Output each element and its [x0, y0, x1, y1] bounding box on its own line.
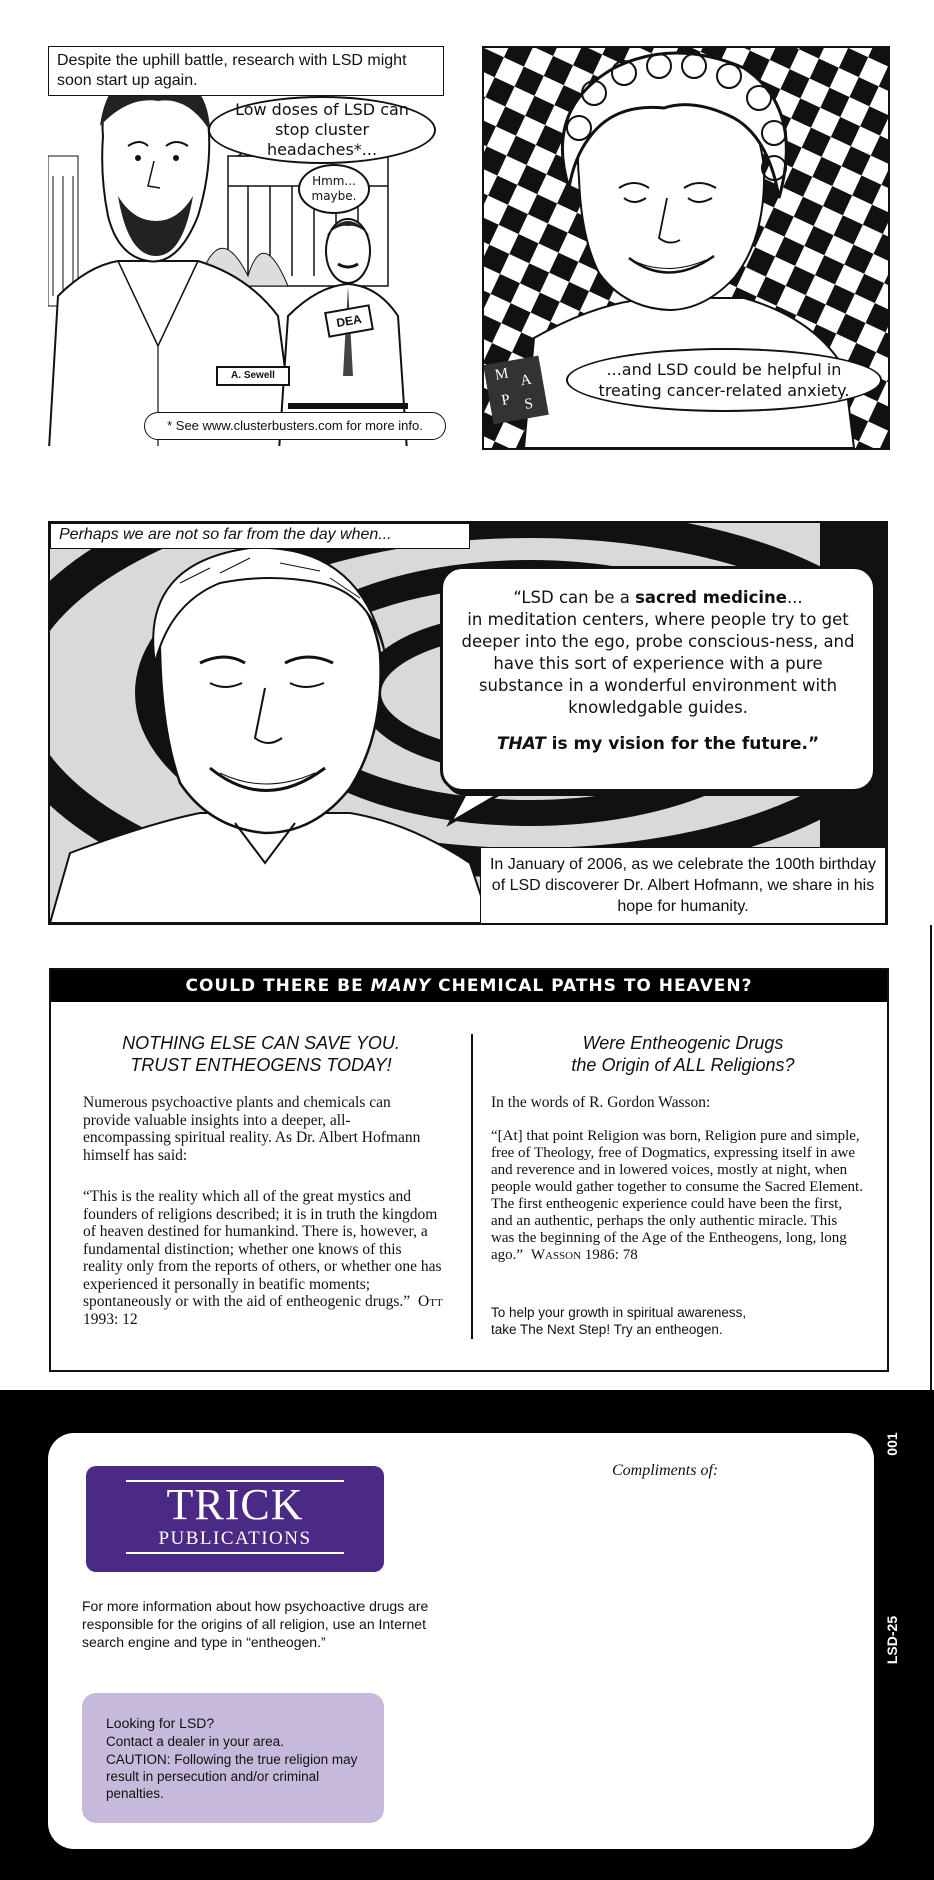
religion-header	[51, 970, 887, 1002]
maps-logo	[488, 358, 549, 422]
maps-letter-a: A	[519, 371, 533, 390]
header-post: CHEMICAL PATHS TO HEAVEN?	[438, 976, 753, 996]
looking-for-lsd-box	[82, 1693, 384, 1823]
right-heading	[513, 1032, 853, 1076]
logo-line2: PUBLICATIONS	[158, 1528, 312, 1549]
side-code: LSD-25	[884, 1615, 900, 1665]
name-tag: A. Sewell	[216, 366, 290, 386]
left-quote-text: “This is the reality which all of the great mystics and founders of religions described; it is in truth the kingdom of heaven destined for humankind. There is, however, a fundamental distinction; whether one knows of this reality only from the reports of others, or whether one has experienced it personally in beatific moments; spontaneously or with the aid of entheogenic drugs.”	[83, 1188, 442, 1310]
speech-bubble-headaches: Low doses of LSD can stop cluster headaches*...	[208, 96, 436, 164]
edge-rule	[930, 925, 932, 1390]
header-pre: COULD THERE BE	[185, 976, 364, 996]
panel-maps	[482, 46, 890, 450]
logo-rule-bottom	[126, 1552, 344, 1554]
speech-bubble-anxiety: ...and LSD could be helpful in treating cancer-related anxiety.	[566, 348, 882, 412]
side-number: 001	[884, 1432, 900, 1456]
lsd-title: Looking for LSD?	[106, 1715, 215, 1731]
lsd-line: Contact a dealer in your area.	[106, 1734, 284, 1749]
trick-publications-logo	[86, 1466, 384, 1572]
right-quote	[491, 1128, 863, 1264]
panel3-caption-text: Perhaps we are not so far from the day when...	[59, 526, 392, 543]
quote-body: in meditation centers, where people try to get deeper into the ego, probe conscious-ness, and have this sort of experience with a pure substance in a wonderful environment with knowledgable guides.	[461, 610, 855, 717]
right-cta-2: take The Next Step! Try an entheogen.	[491, 1322, 723, 1337]
religion-box	[49, 968, 889, 1372]
maps-letter-m: M	[493, 365, 510, 384]
footnote-bubble: * See www.clusterbusters.com for more info.	[144, 412, 446, 440]
panel-research	[48, 46, 452, 446]
right-heading-2: the Origin of ALL Religions?	[571, 1055, 795, 1075]
header-many: MANY	[370, 976, 432, 996]
quote-text	[461, 587, 855, 719]
speech-bubble-hmm: Hmm... maybe.	[298, 164, 370, 214]
panel1-caption: Despite the uphill battle, research with LSD might soon start up again.	[48, 46, 444, 96]
quote-open: “LSD can be a	[513, 588, 636, 607]
maps-letter-s: S	[523, 395, 535, 413]
left-intro: Numerous psychoactive plants and chemicals can provide valuable insights into a deeper, all-encompassing spiritual reality. As Dr. Albert Hofmann himself has said:	[83, 1094, 421, 1164]
quote-vision-rest: is my vision for the future.	[545, 734, 808, 754]
right-quote-text: “[At] that point Religion was born, Religion pure and simple, free of Theology, free of Dogmatics, expressing itself in awe and reverence and in lowered voices, mostly at night, when people would gather together to consume the Sacred Element. The first entheogenic experience could have been the first, and an authentic, perhaps the only authentic miracle. This was the beginning of the Age of the Entheogens, long, long ago.”	[491, 1128, 863, 1263]
compliments-of: Compliments of:	[612, 1462, 719, 1479]
maps-letter-p: P	[500, 391, 512, 409]
column-divider	[471, 1034, 473, 1339]
info-text: For more information about how psychoactive drugs are responsible for the origins of all religion, use an Internet search engine and type in “entheogen.”	[82, 1598, 429, 1650]
quote-vision	[461, 733, 855, 755]
quote-ellipsis: ...	[786, 588, 803, 607]
panel3-bottom-caption: In January of 2006, as we celebrate the 100th birthday of LSD discoverer Dr. Albert Hofmann, we share in his hope for humanity.	[480, 847, 886, 925]
left-heading-2: TRUST ENTHEOGENS TODAY!	[130, 1055, 392, 1075]
right-cta-1: To help your growth in spiritual awareness,	[491, 1305, 747, 1320]
right-cta	[491, 1304, 871, 1338]
left-quote	[83, 1188, 445, 1328]
panel3-caption	[50, 523, 470, 549]
right-heading-1: Were Entheogenic Drugs	[582, 1033, 784, 1053]
dea-badge: DEA	[324, 304, 374, 338]
right-intro: In the words of R. Gordon Wasson:	[491, 1094, 711, 1111]
hofmann-quote-bubble	[440, 566, 876, 792]
quote-that: THAT	[496, 734, 546, 754]
lsd-caution: CAUTION: Following the true religion may result in persecution and/or criminal penalties.	[106, 1752, 358, 1801]
quote-sacred-medicine: sacred medicine	[635, 588, 787, 607]
right-quote-cite: Wasson 1986: 78	[530, 1247, 638, 1263]
quote-close: ”	[807, 734, 820, 754]
left-heading	[91, 1032, 431, 1076]
left-heading-1: NOTHING ELSE CAN SAVE YOU.	[122, 1033, 400, 1053]
left-quote-cite: Ott 1993: 12	[83, 1293, 443, 1328]
logo-line1: TRICK	[166, 1480, 304, 1529]
